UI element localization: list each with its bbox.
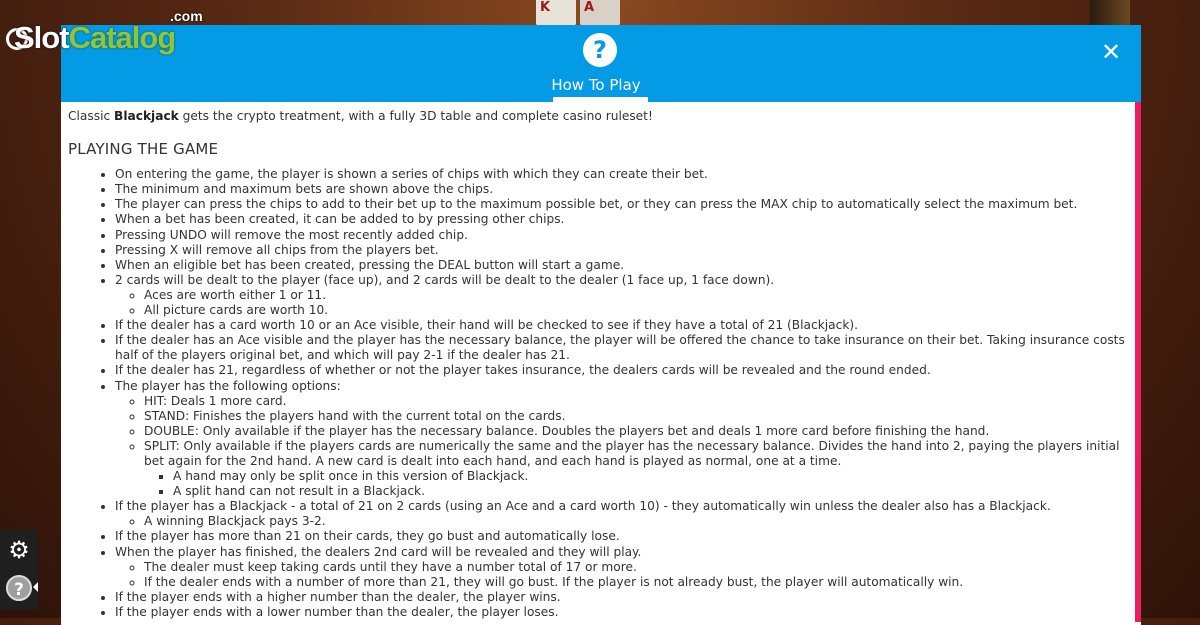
list-item-text: 2 cards will be dealt to the player (face up), and 2 cards will be dealt to the dealer (1 face up, 1 face down). [115, 272, 775, 287]
intro-bold: Blackjack [114, 109, 179, 123]
list-item-text: If the player has a Blackjack - a total of 21 on 2 cards (using an Ace and a card worth 10) - they automatically win unless the dealer also has a Blackjack. [115, 499, 1051, 514]
settings-button[interactable] [0, 530, 38, 570]
list-item [115, 545, 1130, 590]
sub-list-item [144, 439, 1130, 499]
list-item: • Pressing UNDO will remove the most recently added chip. [115, 228, 1130, 243]
logo-slot: Slot [14, 20, 69, 55]
list-item-text: The player has the following options: [115, 378, 341, 393]
list-item [115, 273, 1130, 318]
list-item: • If the dealer has 21, regardless of whether or not the player takes insurance, the dealers cards will be revealed and the round ended. [115, 363, 1130, 378]
question-icon: ? [583, 33, 617, 67]
background-cards [536, 0, 636, 26]
sub-list-item: ◦ If the dealer ends with a number of more than 21, they will go bust. If the player is not already bust, the player will automatically win. [144, 575, 1130, 590]
list-item: • When a bet has been created, it can be added to by pressing other chips. [115, 212, 1130, 227]
list-item-text: When the player has finished, the dealers 2nd card will be revealed and they will play. [115, 544, 642, 559]
rules-list [86, 167, 1130, 620]
list-item: • If the player has more than 21 on their cards, they go bust and automatically lose. [115, 529, 1130, 544]
slotcatalog-logo [6, 8, 216, 62]
sub-sub-list-item: ▪ A split hand can not result in a Blackjack. [173, 484, 1130, 499]
list-item: • If the player ends with a lower number than the dealer, the player loses. [115, 605, 1130, 620]
background-card-king: K [536, 0, 576, 26]
sub-list [115, 288, 1130, 318]
list-item: • The minimum and maximum bets are shown above the chips. [115, 182, 1130, 197]
sub-list-item: ◦ A winning Blackjack pays 3-2. [144, 514, 1130, 529]
sub-list-item: ◦ All picture cards are worth 10. [144, 303, 1130, 318]
list-item: • If the dealer has a card worth 10 or an Ace visible, their hand will be checked to see if they have a total of 21 (Blackjack). [115, 318, 1130, 333]
gear-icon: ⚙ [8, 536, 30, 564]
background-decoration [1090, 0, 1130, 26]
list-item [115, 379, 1130, 500]
intro-prefix: Classic [68, 109, 115, 123]
logo-com: .com [170, 8, 203, 24]
list-item: • Pressing X will remove all chips from the players bet. [115, 243, 1130, 258]
sub-list [115, 514, 1130, 529]
sub-list-item: ◦ STAND: Finishes the players hand with the current total on the cards. [144, 409, 1130, 424]
active-tab-indicator [553, 97, 648, 102]
list-item: • If the player ends with a higher number than the dealer, the player wins. [115, 590, 1130, 605]
sub-sub-list [144, 469, 1130, 499]
sub-sub-list-item: ▪ A hand may only be split once in this version of Blackjack. [173, 469, 1130, 484]
tab-how-to-play[interactable]: How To Play [551, 76, 641, 94]
scrollbar-thumb[interactable] [1135, 102, 1141, 622]
modal-header [61, 25, 1141, 102]
rules-content [68, 109, 1130, 620]
logo-catalog: Catalog [68, 20, 176, 55]
sub-list-item: ◦ Aces are worth either 1 or 11. [144, 288, 1130, 303]
list-item: • The player can press the chips to add to their bet up to the maximum possible bet, or they can press the MAX chip to automatically select the maximum bet. [115, 197, 1130, 212]
background-card-ace: A [580, 0, 620, 26]
help-button[interactable] [0, 570, 38, 610]
list-item: • If the dealer has an Ace visible and the player has the necessary balance, the player will be offered the chance to take insurance on their bet. Taking insurance costs half of the players original bet, and which will pay 2-1 if the dealer has 21. [115, 333, 1130, 363]
sub-list-item: ◦ DOUBLE: Only available if the player has the necessary balance. Doubles the players bet and deals 1 more card before finishing the hand. [144, 424, 1130, 439]
intro-suffix: gets the crypto treatment, with a fully 3D table and complete casino ruleset! [178, 109, 653, 123]
how-to-play-modal [61, 25, 1141, 625]
help-icon: ? [6, 575, 32, 601]
sub-list [115, 394, 1130, 500]
logo-text [14, 20, 175, 56]
sub-list-item: ◦ HIT: Deals 1 more card. [144, 394, 1130, 409]
intro-text [68, 109, 1130, 124]
arrow-left-icon [33, 582, 38, 592]
sub-list-item-text: SPLIT: Only available if the players cards are numerically the same and the player has the necessary balance. Divides the hand into 2, paying the players initial bet again for the 2nd hand. A new card is dealt into each hand, and each hand is played as normal, one at a time. [144, 438, 1120, 468]
sub-list [115, 560, 1130, 590]
section-title: PLAYING THE GAME [68, 140, 219, 159]
list-item [115, 499, 1130, 529]
close-button[interactable]: ✕ [1100, 38, 1122, 66]
list-item: • On entering the game, the player is shown a series of chips with which they can create their bet. [115, 167, 1130, 182]
list-item: • When an eligible bet has been created, pressing the DEAL button will start a game. [115, 258, 1130, 273]
sub-list-item: ◦ The dealer must keep taking cards until they have a number total of 17 or more. [144, 560, 1130, 575]
